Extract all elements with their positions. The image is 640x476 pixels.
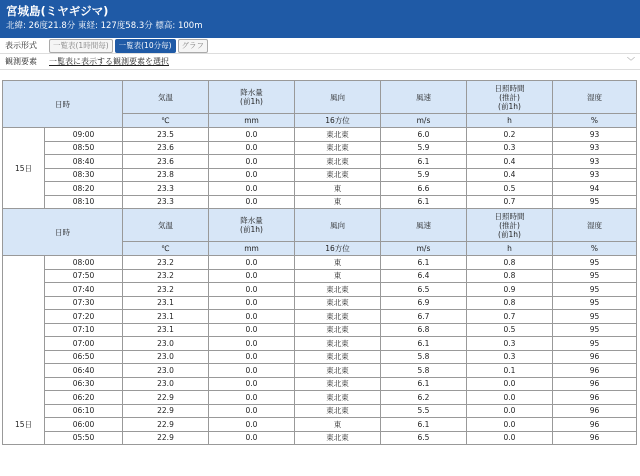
header-cell: 湿度: [553, 81, 637, 114]
table-cell: 96: [553, 391, 637, 405]
header-cell: 降水量 (前1h): [209, 209, 295, 242]
table-cell: 23.0: [123, 337, 209, 351]
table-cell: 07:40: [45, 283, 123, 297]
table-cell: 5.9: [381, 168, 467, 182]
elements-label: 観測要素: [5, 57, 37, 66]
header-cell: 気温: [123, 81, 209, 114]
table-cell: 06:00: [45, 418, 123, 432]
table-cell: 0.0: [209, 377, 295, 391]
table-cell: 22.9: [123, 391, 209, 405]
ten-minute-table-button[interactable]: 一覧表(10分毎): [115, 39, 176, 53]
table-cell: 93: [553, 155, 637, 169]
table-cell: 0.8: [467, 269, 553, 283]
table-row: [3, 155, 637, 169]
table-row: [3, 337, 637, 351]
table-cell: 東北東: [295, 296, 381, 310]
date-cell: 15日: [3, 128, 45, 209]
hourly-table-button[interactable]: 一覧表(1時間毎): [49, 39, 113, 53]
table-cell: 5.9: [381, 141, 467, 155]
table-cell: 6.4: [381, 269, 467, 283]
table-cell: 0.0: [209, 418, 295, 432]
unit-cell: %: [553, 242, 637, 256]
table-cell: 東北東: [295, 377, 381, 391]
table-cell: 96: [553, 377, 637, 391]
header-row: [3, 81, 637, 114]
table-cell: 0.0: [209, 296, 295, 310]
unit-cell: m/s: [381, 242, 467, 256]
table-cell: 5.5: [381, 404, 467, 418]
table-cell: 東北東: [295, 155, 381, 169]
table-row: [3, 323, 637, 337]
table-cell: 07:20: [45, 310, 123, 324]
table-cell: 0.7: [467, 195, 553, 209]
table-cell: 0.8: [467, 256, 553, 270]
table-cell: 23.0: [123, 377, 209, 391]
table-cell: 東: [295, 195, 381, 209]
header-cell: 風速: [381, 81, 467, 114]
table-cell: 0.0: [209, 364, 295, 378]
table-cell: 08:10: [45, 195, 123, 209]
header-cell: 風向: [295, 81, 381, 114]
table-cell: 0.0: [209, 155, 295, 169]
table-cell: 23.5: [123, 128, 209, 142]
table-cell: 東北東: [295, 323, 381, 337]
table-cell: 6.1: [381, 155, 467, 169]
table-cell: 0.0: [209, 195, 295, 209]
table-cell: 東北東: [295, 431, 381, 445]
table-row: [3, 283, 637, 297]
table-cell: 95: [553, 256, 637, 270]
table-cell: 6.7: [381, 310, 467, 324]
table-cell: 東北東: [295, 168, 381, 182]
station-header: [0, 0, 640, 38]
table-cell: 5.8: [381, 364, 467, 378]
table-cell: 23.2: [123, 283, 209, 297]
table-cell: 東: [295, 269, 381, 283]
table-cell: 6.1: [381, 256, 467, 270]
table-cell: 0.3: [467, 337, 553, 351]
table-cell: 08:20: [45, 182, 123, 196]
table-cell: 08:50: [45, 141, 123, 155]
table-row: [3, 391, 637, 405]
table-row: [3, 168, 637, 182]
table-cell: 東北東: [295, 404, 381, 418]
table-cell: 23.3: [123, 195, 209, 209]
table-cell: 0.0: [467, 431, 553, 445]
table-row: [3, 310, 637, 324]
table-cell: 0.0: [209, 310, 295, 324]
unit-cell: m/s: [381, 114, 467, 128]
table-cell: 96: [553, 431, 637, 445]
unit-cell: 16方位: [295, 114, 381, 128]
station-meta: 北緯: 26度21.8分 東経: 127度58.3分 標高: 100m: [6, 21, 203, 31]
table-cell: 0.0: [209, 168, 295, 182]
table-cell: 0.0: [209, 350, 295, 364]
table-cell: 東北東: [295, 364, 381, 378]
table-cell: 6.1: [381, 195, 467, 209]
table-cell: 0.9: [467, 283, 553, 297]
table-cell: 95: [553, 337, 637, 351]
table-cell: 0.1: [467, 364, 553, 378]
table-cell: 東: [295, 256, 381, 270]
table-cell: 93: [553, 168, 637, 182]
table-row: [3, 404, 637, 418]
unit-cell: mm: [209, 242, 295, 256]
elements-select-link[interactable]: 一覧表に表示する観測要素を選択: [49, 57, 169, 66]
table-cell: 0.5: [467, 323, 553, 337]
table-cell: 08:30: [45, 168, 123, 182]
table-cell: 0.2: [467, 128, 553, 142]
header-cell: 風向: [295, 209, 381, 242]
graph-button[interactable]: グラフ: [178, 39, 209, 53]
table-cell: 6.2: [381, 391, 467, 405]
table-cell: 96: [553, 350, 637, 364]
table-cell: 6.5: [381, 283, 467, 297]
table-cell: 0.0: [209, 182, 295, 196]
table-cell: 23.8: [123, 168, 209, 182]
table-cell: 23.2: [123, 269, 209, 283]
table-cell: 0.0: [209, 269, 295, 283]
table-row: [3, 431, 637, 445]
table-cell: 6.8: [381, 323, 467, 337]
table-cell: 0.0: [209, 323, 295, 337]
unit-cell: mm: [209, 114, 295, 128]
table-cell: 06:50: [45, 350, 123, 364]
table-cell: 94: [553, 182, 637, 196]
table-cell: 0.0: [209, 337, 295, 351]
header-cell: 気温: [123, 209, 209, 242]
table-cell: 0.0: [209, 141, 295, 155]
table-cell: 09:00: [45, 128, 123, 142]
table-cell: 95: [553, 310, 637, 324]
table-cell: 95: [553, 323, 637, 337]
unit-cell: h: [467, 242, 553, 256]
table-cell: 0.7: [467, 310, 553, 324]
table-cell: 05:50: [45, 431, 123, 445]
table-cell: 東北東: [295, 128, 381, 142]
unit-cell: ℃: [123, 114, 209, 128]
header-cell: 風速: [381, 209, 467, 242]
table-cell: 0.0: [209, 283, 295, 297]
table-cell: 東北東: [295, 337, 381, 351]
table-cell: 95: [553, 296, 637, 310]
table-cell: 23.1: [123, 296, 209, 310]
elements-row: [0, 54, 640, 70]
table-cell: 23.2: [123, 256, 209, 270]
table-cell: 0.0: [467, 391, 553, 405]
display-format-label: 表示形式: [5, 41, 37, 50]
table-cell: 6.0: [381, 128, 467, 142]
table-cell: 23.6: [123, 155, 209, 169]
table-cell: 東: [295, 418, 381, 432]
table-cell: 08:00: [45, 256, 123, 270]
header-cell: 湿度: [553, 209, 637, 242]
display-format-row: [0, 38, 640, 54]
table-row: [3, 182, 637, 196]
header-datetime: 日時: [3, 81, 123, 128]
table-cell: 07:00: [45, 337, 123, 351]
table-cell: 0.0: [467, 377, 553, 391]
table-cell: 23.3: [123, 182, 209, 196]
table-cell: 6.1: [381, 377, 467, 391]
table-row: [3, 128, 637, 142]
table-cell: 東: [295, 182, 381, 196]
table-row: [3, 195, 637, 209]
table-cell: 08:40: [45, 155, 123, 169]
table-cell: 0.8: [467, 296, 553, 310]
table-cell: 0.0: [467, 404, 553, 418]
unit-cell: %: [553, 114, 637, 128]
table-cell: 0.0: [467, 418, 553, 432]
table-row: [3, 418, 637, 432]
table-cell: 0.0: [209, 431, 295, 445]
table-cell: 07:50: [45, 269, 123, 283]
table-cell: 東北東: [295, 283, 381, 297]
table-cell: 東北東: [295, 391, 381, 405]
table-row: [3, 377, 637, 391]
table-cell: 東北東: [295, 141, 381, 155]
table-cell: 95: [553, 195, 637, 209]
table-cell: 06:10: [45, 404, 123, 418]
table-cell: 07:30: [45, 296, 123, 310]
table-row: [3, 350, 637, 364]
table-cell: 0.4: [467, 168, 553, 182]
table-cell: 東北東: [295, 310, 381, 324]
table-row: [3, 141, 637, 155]
table-cell: 23.0: [123, 350, 209, 364]
table-cell: 22.9: [123, 418, 209, 432]
table-cell: 0.0: [209, 128, 295, 142]
table-row: [3, 364, 637, 378]
table-cell: 95: [553, 269, 637, 283]
table-cell: 96: [553, 404, 637, 418]
header-cell: 日照時間 (推計) (前1h): [467, 81, 553, 114]
table-cell: 23.0: [123, 364, 209, 378]
table-cell: 22.9: [123, 404, 209, 418]
table-cell: 93: [553, 128, 637, 142]
table-cell: 93: [553, 141, 637, 155]
table-cell: 0.3: [467, 350, 553, 364]
table-cell: 0.5: [467, 182, 553, 196]
header-cell: 日照時間 (推計) (前1h): [467, 209, 553, 242]
table-cell: 07:10: [45, 323, 123, 337]
table-cell: 6.1: [381, 337, 467, 351]
header-datetime: 日時: [3, 209, 123, 256]
header-row: [3, 209, 637, 242]
table-cell: 96: [553, 418, 637, 432]
table-row: [3, 256, 637, 270]
table-cell: 23.1: [123, 323, 209, 337]
table-cell: 23.1: [123, 310, 209, 324]
table-row: [3, 269, 637, 283]
table-cell: 0.3: [467, 141, 553, 155]
table-cell: 0.4: [467, 155, 553, 169]
table-cell: 5.8: [381, 350, 467, 364]
date-cell: 15日: [3, 256, 45, 445]
table-cell: 95: [553, 283, 637, 297]
table-cell: 0.0: [209, 404, 295, 418]
unit-cell: h: [467, 114, 553, 128]
table-cell: 6.6: [381, 182, 467, 196]
chevron-down-icon[interactable]: ﹀: [627, 57, 635, 66]
table-cell: 22.9: [123, 431, 209, 445]
table-cell: 23.6: [123, 141, 209, 155]
table-cell: 96: [553, 364, 637, 378]
header-cell: 降水量 (前1h): [209, 81, 295, 114]
observation-table: [2, 80, 637, 445]
table-cell: 0.0: [209, 256, 295, 270]
table-cell: 6.9: [381, 296, 467, 310]
table-cell: 06:40: [45, 364, 123, 378]
station-title: 宮城島(ミヤギジマ): [6, 4, 109, 18]
table-cell: 6.5: [381, 431, 467, 445]
table-row: [3, 296, 637, 310]
unit-cell: 16方位: [295, 242, 381, 256]
table-cell: 6.1: [381, 418, 467, 432]
unit-cell: ℃: [123, 242, 209, 256]
table-cell: 0.0: [209, 391, 295, 405]
table-cell: 06:20: [45, 391, 123, 405]
table-cell: 06:30: [45, 377, 123, 391]
table-cell: 東北東: [295, 350, 381, 364]
